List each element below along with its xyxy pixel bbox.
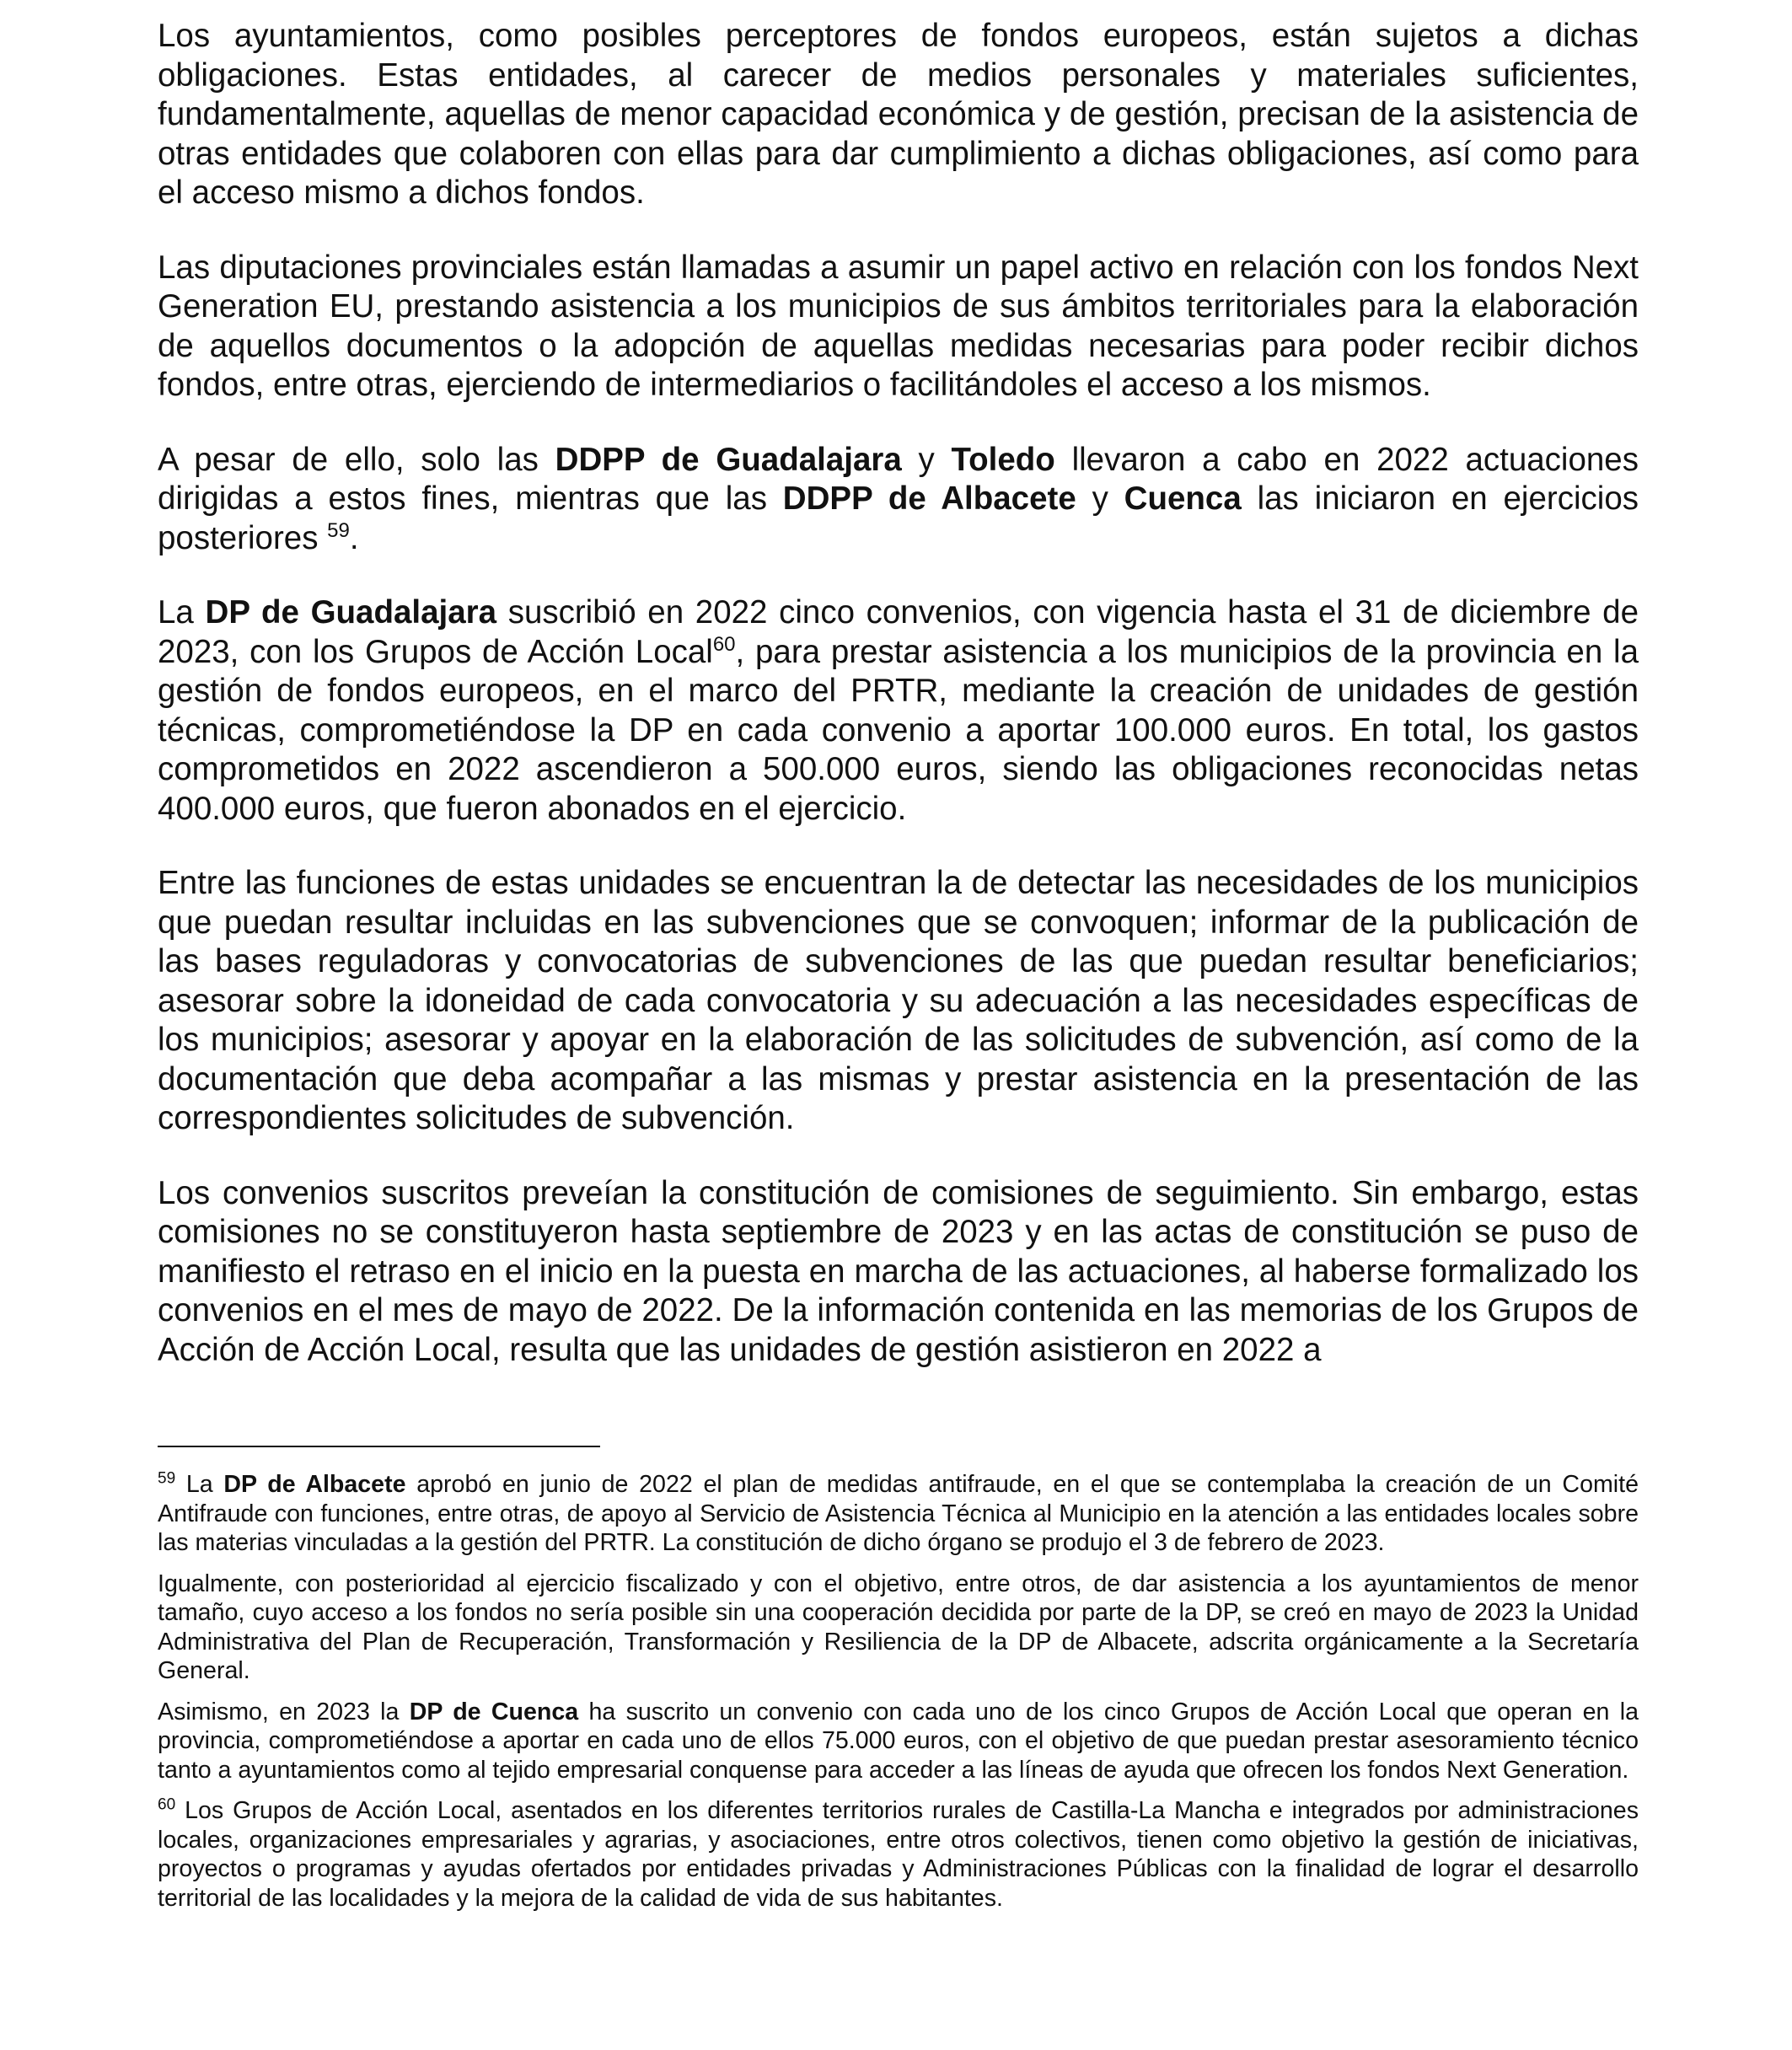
paragraph-diputaciones: Las diputaciones provinciales están llamadas a asumir un papel activo en relación con los fondos Next Generation EU, prestando asistencia a los municipios de sus ámbitos territoriales para la elaboración de aquellos documentos o la adopción de aquellas medidas necesarias para poder recibir dichos fondos, entre otras, ejerciendo de intermediarios o facilitándoles el acceso a los mismos.	[158, 249, 1639, 403]
bold-dp-albacete: DP de Albacete	[223, 1471, 406, 1498]
footnote-59-continuation: Igualmente, con posterioridad al ejercicio fiscalizado y con el objetivo, entre otros, de dar asistencia a los ayuntamientos de menor tamaño, cuyo acceso a los fondos no sería posible sin una cooperación decidida por parte de la DP, se creó en mayo de 2023 la Unidad Administrativa del Plan de Recuperación, Transformación y Resiliencia de la DP de Albacete, adscrita orgánicamente a la Secretaría General.	[158, 1570, 1639, 1684]
paragraph-ayuntamientos: Los ayuntamientos, como posibles perceptores de fondos europeos, están sujetos a dichas obligaciones. Estas entidades, al carecer de medios personales y materiales suficientes, fundamentalmente, aquellas de menor capacidad económica y de gestión, precisan de la asistencia de otras entidades que colaboren con ellas para dar cumplimiento a dichas obligaciones, así como para el acceso mismo a dichos fondos.	[158, 18, 1639, 211]
footnote-number-59: 59	[158, 1469, 176, 1488]
footnote-separator	[158, 1446, 600, 1447]
bold-ddpp-guadalajara: DDPP de Guadalajara	[555, 441, 902, 478]
document-body	[158, 17, 1639, 1405]
paragraph-funciones: Entre las funciones de estas unidades se encuentran la de detectar las necesidades de los municipios que puedan resultar incluidas en las subvenciones que se convoquen; informar de la publicación de las bases reguladoras y convocatorias de subvenciones de las que puedan resultar beneficiarios; asesorar sobre la idoneidad de cada convocatoria y su adecuación a las necesidades específicas de los municipios; asesorar y apoyar en la elaboración de las solicitudes de subvención, así como de la documentación que deba acompañar a las mismas y prestar asistencia en la presentación de las correspondientes solicitudes de subvención.	[158, 865, 1639, 1136]
footnotes-section	[158, 1470, 1639, 1924]
bold-toledo: Toledo	[951, 441, 1055, 478]
footnote-59-cuenca: Asimismo, en 2023 la DP de Cuenca ha suscrito un convenio con cada uno de los cinco Grupos de Acción Local que operan en la provincia, comprometiéndose a aportar en cada uno de ellos 75.000 euros, con el objetivo de que puedan prestar asesoramiento técnico tanto a ayuntamientos como al tejido empresarial conquense para acceder a las líneas de ayuda que ofrecen los fondos Next Generation.	[158, 1698, 1639, 1784]
bold-dp-cuenca: DP de Cuenca	[409, 1698, 579, 1725]
bold-cuenca: Cuenca	[1124, 480, 1242, 517]
footnote-ref-60[interactable]: 60	[712, 632, 736, 656]
footnote-60: $^{60}$ Los Grupos de Acción Local, asentados en los diferentes territorios rurales de Castilla-La Mancha e integrados por administraciones locales, organizaciones empresariales y agrarias, y asociaciones, entre otros colectivos, tienen como objetivo la gestión de iniciativas, proyectos o programas y ayudas ofertados por entidades privadas y Administraciones Públicas con la finalidad de lograr el desarrollo territorial de las localidades y la mejora de la calidad de vida de sus habitantes.	[158, 1795, 1639, 1912]
bold-dp-guadalajara: DP de Guadalajara	[205, 594, 497, 631]
footnote-number-60: 60	[158, 1795, 176, 1814]
paragraph-actuaciones: A pesar de ello, solo las DDPP de Guadalajara y Toledo llevaron a cabo en 2022 actuaciones dirigidas a estos fines, mientras que las DDPP de Albacete y Cuenca las iniciaron en ejercicios posteriores $^{59}$.	[158, 441, 1639, 556]
paragraph-dp-guadalajara: La DP de Guadalajara suscribió en 2022 cinco convenios, con vigencia hasta el 31 de diciembre de 2023, con los Grupos de Acción Local$^{60}$, para prestar asistencia a los municipios de la provincia en la gestión de fondos europeos, en el marco del PRTR, mediante la creación de unidades de gestión técnicas, comprometiéndose la DP en cada convenio a aportar 100.000 euros. En total, los gastos comprometidos en 2022 ascendieron a 500.000 euros, siendo las obligaciones reconocidas netas 400.000 euros, que fueron abonados en el ejercicio.	[158, 594, 1639, 827]
bold-ddpp-albacete: DDPP de Albacete	[782, 480, 1076, 517]
paragraph-convenios: Los convenios suscritos preveían la constitución de comisiones de seguimiento. Sin embargo, estas comisiones no se constituyeron hasta septiembre de 2023 y en las actas de constitución se puso de manifiesto el retraso en el inicio en la puesta en marcha de las actuaciones, al haberse formalizado los convenios en el mes de mayo de 2022. De la información contenida en las memorias de los Grupos de Acción de Acción Local, resulta que las unidades de gestión asistieron en 2022 a	[158, 1174, 1639, 1368]
footnote-59: $^{59}$ La DP de Albacete aprobó en junio de 2022 el plan de medidas antifraude, en el que se contemplaba la creación de un Comité Antifraude con funciones, entre otras, de apoyo al Servicio de Asistencia Técnica al Municipio en la atención a las entidades locales sobre las materias vinculadas a la gestión del PRTR. La constitución de dicho órgano se produjo el 3 de febrero de 2023.	[158, 1469, 1639, 1556]
footnote-ref-59[interactable]: 59	[327, 518, 350, 542]
